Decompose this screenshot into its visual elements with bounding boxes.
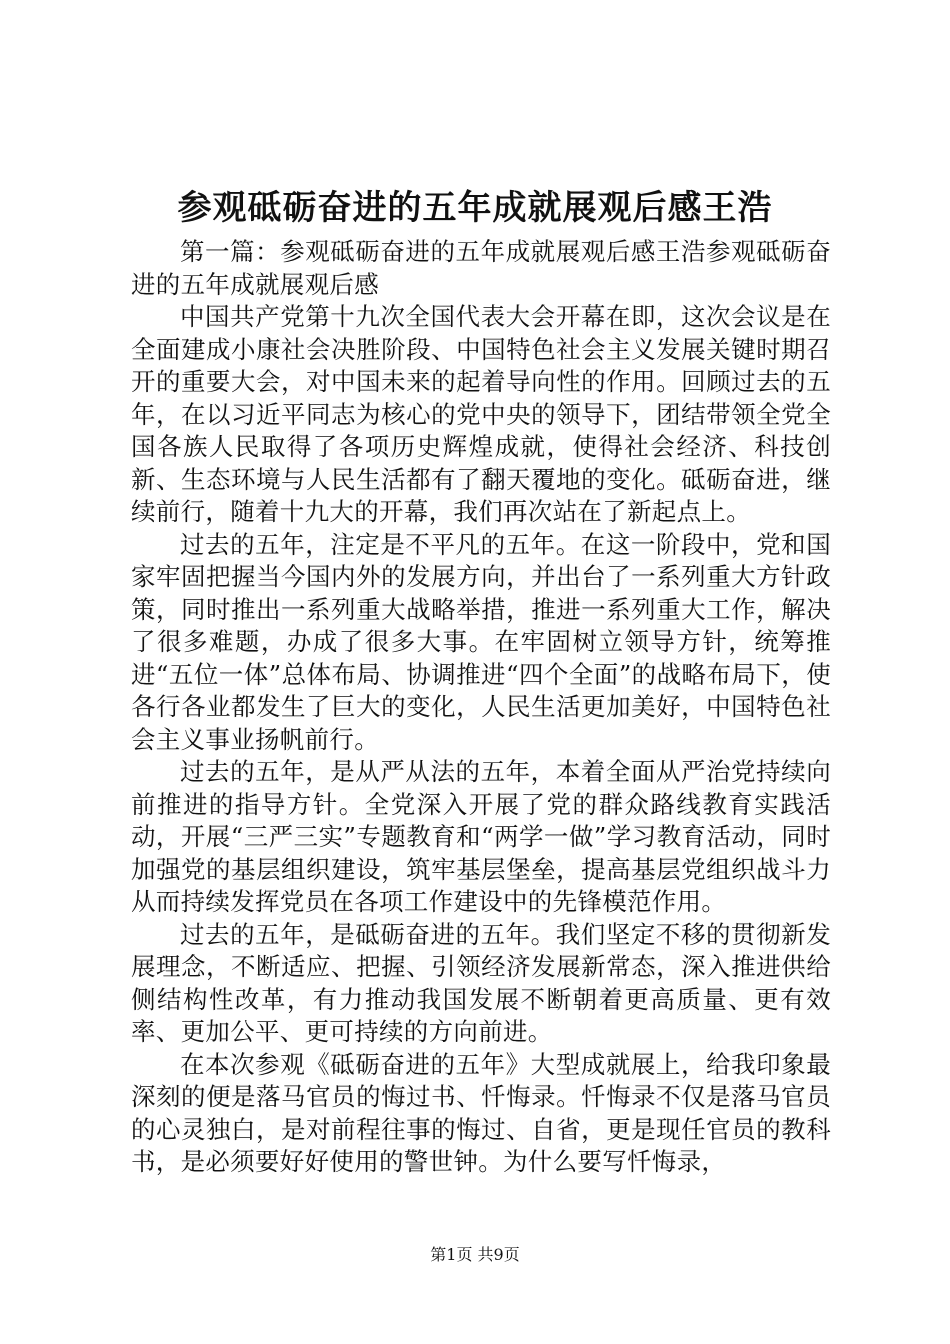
document-title: 参观砥砺奋进的五年成就展观后感王浩 (177, 188, 773, 228)
paragraph-5: 过去的五年，是砥砺奋进的五年。我们坚定不移的贯彻新发展理念，不断适应、把握、引领经济发展新常态，深入推进供给侧结构性改革，有力推动我国发展不断朝着更高质量、更有效率、更加公平、更可持续的方向前进。 (131, 919, 831, 1046)
page-number-footer: 第1页 共9页 (430, 1245, 520, 1264)
paragraph-2: 中国共产党第十九次全国代表大会开幕在即，这次会议是在全面建成小康社会决胜阶段、中国特色社会主义发展关键时期召开的重要大会，对中国未来的起着导向性的作用。回顾过去的五年，在以习近平同志为核心的党中央的领导下，团结带领全党全国各族人民取得了各项历史辉煌成就，使得社会经济、科技创新、生态环境与人民生活都有了翻天覆地的变化。砥砺奋进，继续前行，随着十九大的开幕，我们再次站在了新起点上。 (131, 302, 831, 526)
paragraph-4: 过去的五年，是从严从法的五年，本着全面从严治党持续向前推进的指导方针。全党深入开展了党的群众路线教育实践活动，开展“三严三实”专题教育和“两学一做”学习教育活动，同时加强党的基层组织建设，筑牢基层堡垒，提高基层党组织战斗力从而持续发挥党员在各项工作建设中的先锋模范作用。 (131, 757, 831, 916)
document-body (131, 236, 831, 1179)
paragraph-6: 在本次参观《砥砺奋进的五年》大型成就展上，给我印象最深刻的便是落马官员的悔过书、忏悔录。忏悔录不仅是落马官员的心灵独白，是对前程往事的悔过、自省，更是现任官员的教科书，是必须要好好使用的警世钟。为什么要写忏悔录， (131, 1049, 831, 1176)
paragraph-1: 第一篇：参观砥砺奋进的五年成就展观后感王浩参观砥砺奋进的五年成就展观后感 (131, 237, 831, 299)
paragraph-3: 过去的五年，注定是不平凡的五年。在这一阶段中，党和国家牢固把握当今国内外的发展方向，并出台了一系列重大方针政策，同时推出一系列重大战略举措，推进一系列重大工作，解决了很多难题，办成了很多大事。在牢固树立领导方针，统筹推进“五位一体”总体布局、协调推进“四个全面”的战略布局下，使各行各业都发生了巨大的变化，人民生活更加美好，中国特色社会主义事业扬帆前行。 (131, 529, 831, 754)
